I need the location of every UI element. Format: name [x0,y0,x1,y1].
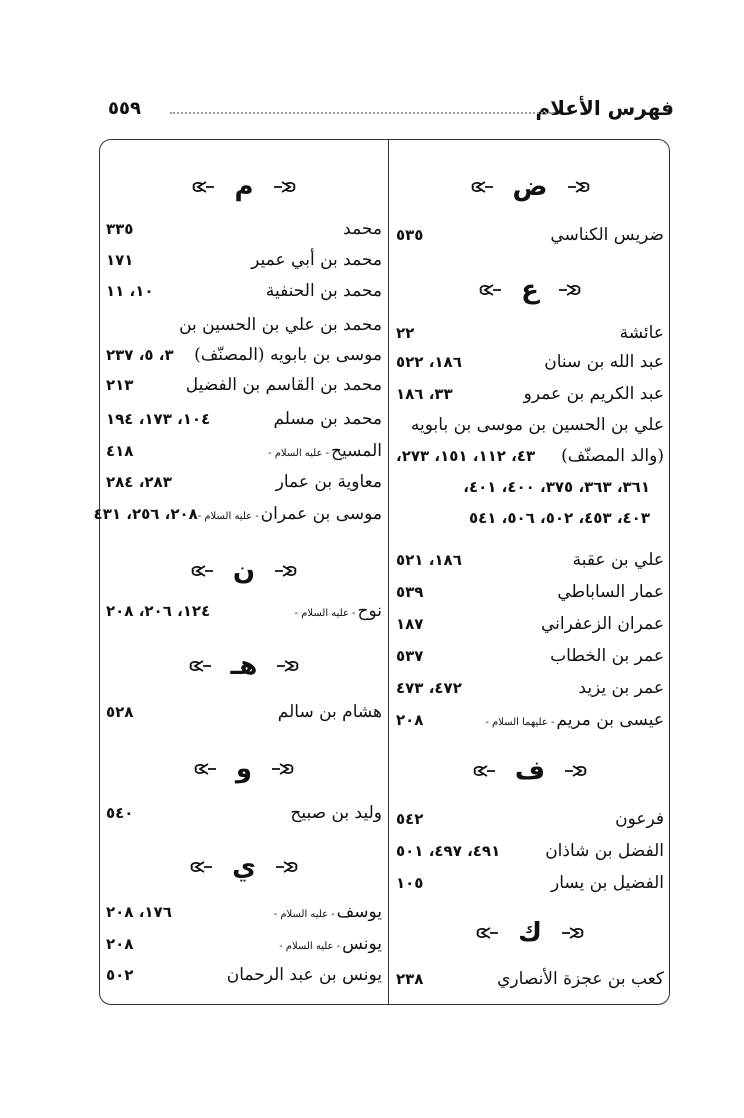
entry-name: عائشة [619,323,664,343]
entry-name: كعب بن عجزة الأنصاري [497,969,664,989]
section-letter: و [235,754,253,784]
index-entry [106,960,382,990]
entry-pages: ١٨٦، ٥٢١ [396,551,462,569]
ornament-icon [187,658,213,674]
index-entry [396,220,664,250]
entry-name [268,441,382,461]
ornament-icon [188,859,214,875]
index-entry [396,347,664,377]
entry-name [279,934,382,954]
entry-pages: ٥٣٥ [396,226,424,244]
ornament-icon [273,563,299,579]
ornament-icon [190,179,216,195]
ornament-icon [566,179,592,195]
entry-pages: ٤٩١، ٤٩٧، ٥٠١ [396,842,501,860]
ornament-icon [469,179,495,195]
entry-pages: ٥٢٨ [106,703,134,721]
index-column-left [93,160,382,1000]
entry-pages: ١٠، ١١ [106,282,154,300]
entry-pages: ٣٣، ١٨٦ [396,385,453,403]
entry-name: هشام بن سالم [277,702,382,722]
entry-pages: ٤١٨ [106,442,134,460]
entry-pages: ٢٢ [396,324,415,342]
entry-name: عبد الكريم بن عمرو [523,384,664,404]
section-letter: ع [521,275,539,305]
index-entry [106,276,382,306]
entry-name-line: محمد بن علي بن الحسين بن [179,315,382,335]
index-column-right [396,160,664,1000]
entry-name: موسى بن بابويه (المصنّف) [194,345,382,365]
entry-name: عمر بن الخطاب [550,646,664,666]
index-entry [396,836,664,866]
entry-pages: ٥٤٢ [396,810,424,828]
entry-pages: ٢١٣ [106,376,134,394]
entry-name: عمران الزعفراني [541,614,664,634]
entry-name-text: المسيح [331,441,382,461]
section-letter: ف [514,756,546,786]
section-heading-mim [106,170,382,204]
ornament-icon [272,179,298,195]
ornament-icon [274,859,300,875]
section-letter: ض [512,172,548,202]
ornament-icon [557,282,583,298]
entry-pages: ١٧٦، ٢٠٨ [106,903,172,921]
entry-name: الفضل بن شاذان [545,841,664,861]
section-letter: هـ [230,651,258,681]
honorific: - عليه السلام - [268,448,329,459]
page-number: ٥٥٩ [108,98,141,119]
page-title: فهرس الأعلام [535,96,674,120]
index-entry [396,868,664,898]
entry-name-text: يوسف [336,902,382,922]
section-letter: م [234,172,254,202]
entry-name: عمر بن يزيد [578,678,664,698]
ornament-icon [560,925,586,941]
entry-pages: ٣٦١، ٣٦٣، ٣٧٥، ٤٠٠، ٤٠١، [463,478,650,496]
section-heading-ya [106,850,382,884]
index-entry [396,609,664,639]
entry-name: عبد الله بن سنان [544,352,664,372]
entry-name: محمد بن مسلم [273,409,382,429]
entry-pages: ٣، ٥، ٢٣٧ [106,346,174,364]
index-entry [106,404,382,434]
honorific: - عليه السلام - [197,511,259,522]
ornament-icon [471,763,497,779]
entry-name: محمد بن الحنفية [265,281,382,301]
entry-pages: ٢٠٨ [106,935,134,953]
entry-pages: ٥٠٢ [106,966,134,984]
entry-pages: ٤٧٢، ٤٧٣ [396,679,462,697]
ornament-icon [192,761,218,777]
entry-pages: ١٧١ [106,251,134,269]
section-heading-kaf [396,916,664,950]
header-dot-leader [170,112,554,114]
entry-pages: ١٢٤، ٢٠٦، ٢٠٨ [106,602,211,620]
index-entry [106,596,382,626]
entry-name [198,504,382,524]
entry-name: يونس بن عبد الرحمان [226,965,382,985]
entry-name: علي بن عقبة [572,550,664,570]
section-letter: ك [518,918,542,948]
index-entry [106,340,382,370]
index-entry [106,897,382,927]
entry-pages: ١٨٧ [396,615,424,633]
entry-name-text: يونس [342,934,382,954]
index-entry [106,436,382,466]
index-entry [106,798,382,828]
entry-pages: ١٠٤، ١٧٣، ١٩٤ [106,410,211,428]
entry-pages-continued [396,472,664,502]
index-entry [106,929,382,959]
entry-name: ضريس الكناسي [550,225,664,245]
entry-pages: ٥٣٧ [396,647,424,665]
honorific: - عليه السلام - [273,909,335,920]
entry-pages: ٢٣٨ [396,970,424,988]
section-letter: ن [232,556,256,586]
ornament-icon [275,658,301,674]
ornament-icon [477,282,503,298]
section-letter: ي [232,852,256,882]
index-entry [106,245,382,275]
section-heading-ayn [396,273,664,307]
entry-name-text: موسى بن عمران [260,504,382,524]
index-entry [396,705,664,735]
entry-pages: ٤٣، ١١٢، ١٥١، ٢٧٣، [396,447,536,465]
section-heading-waw [106,752,382,786]
entry-name: فرعون [615,809,664,829]
index-entry [396,545,664,575]
section-heading-nun [106,554,382,588]
index-entry [396,441,664,471]
honorific: - عليه السلام - [279,941,341,952]
honorific: - عليه السلام - [294,608,356,619]
entry-name: عمار الساباطي [557,582,664,602]
index-entry [396,673,664,703]
column-divider [388,139,389,1005]
entry-pages: ٢٠٨، ٢٥٦، ٤٣١ [93,505,198,523]
entry-pages: ٥٣٩ [396,583,424,601]
index-entry [396,804,664,834]
entry-pages: ٣٣٥ [106,220,134,238]
entry-name: محمد [343,219,382,239]
ornament-icon [563,763,589,779]
entry-name-text: نوح [357,601,382,621]
entry-pages: ٤٠٣، ٤٥٣، ٥٠٢، ٥٠٦، ٥٤١ [468,509,650,527]
index-entry [396,641,664,671]
index-entry [106,697,382,727]
entry-pages: ٥٤٠ [106,804,134,822]
entry-name: محمد بن أبي عمير [251,250,382,270]
index-entry [396,964,664,994]
index-entry [396,577,664,607]
entry-name [485,710,664,730]
entry-name [295,601,382,621]
entry-name: محمد بن القاسم بن الفضيل [185,375,382,395]
section-heading-dad [396,170,664,204]
page-header [108,96,674,124]
entry-pages: ٢٠٨ [396,711,424,729]
index-entry [106,467,382,497]
index-entry [93,499,382,529]
entry-name: معاوية بن عمار [275,472,382,492]
honorific: - عليهما السلام - [485,717,555,728]
entry-pages: ١٠٥ [396,874,424,892]
entry-pages: ٢٨٣، ٢٨٤ [106,473,172,491]
entry-pages-continued [396,503,664,533]
entry-name: الفضيل بن يسار [550,873,664,893]
entry-name-text: عيسى بن مريم [556,710,664,730]
entry-pages: ١٨٦، ٥٢٢ [396,353,462,371]
entry-name: (والد المصنّف) [561,446,664,466]
ornament-icon [270,761,296,777]
index-entry [396,379,664,409]
index-entry [106,214,382,244]
entry-name-line: علي بن الحسين بن موسى بن بابويه [410,415,664,435]
entry-name: وليد بن صبيح [290,803,382,823]
section-heading-fa [396,754,664,788]
index-entry [106,370,382,400]
ornament-icon [189,563,215,579]
entry-name [274,902,382,922]
section-heading-ha [106,649,382,683]
index-entry [396,318,664,348]
ornament-icon [474,925,500,941]
